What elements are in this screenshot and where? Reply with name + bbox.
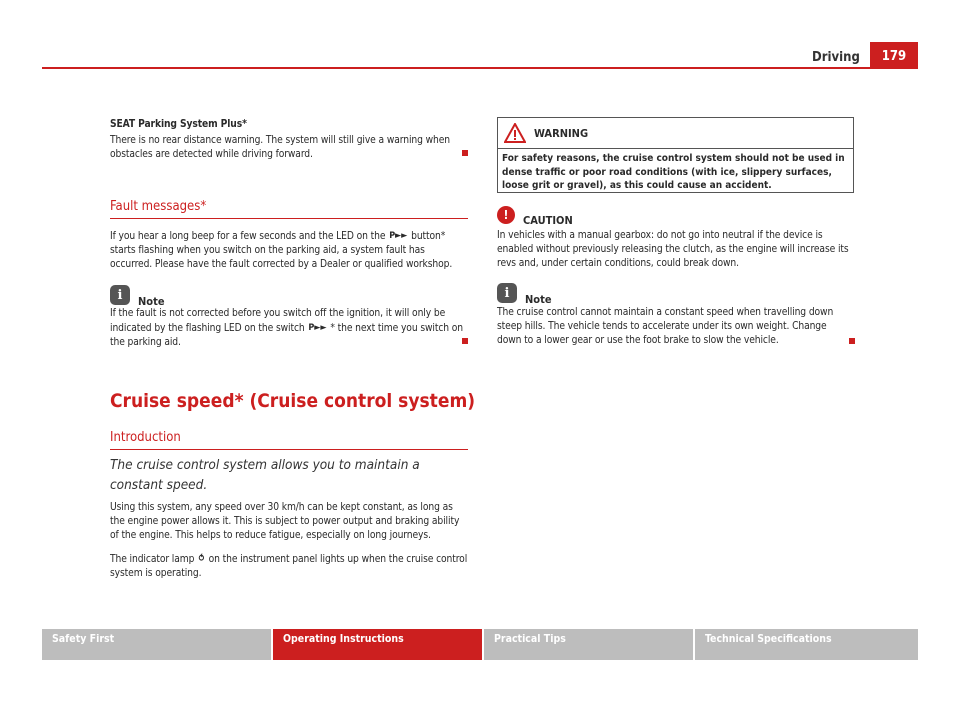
parking-plus-title: SEAT Parking System Plus* bbox=[110, 119, 247, 130]
fault-text-part2: button* starts flashing when you switch on the parking aid, a system fault has occurred. Please have the fault corrected by a Dealer or qualified workshop. bbox=[110, 231, 453, 270]
warning-label: WARNING bbox=[534, 126, 589, 140]
intro-lead: The cruise control system allows you to maintain a constant speed. bbox=[110, 457, 420, 493]
note-text-left bbox=[110, 307, 468, 350]
info-icon: i bbox=[110, 285, 130, 305]
note-label-right: Note bbox=[525, 292, 552, 306]
warning-text: For safety reasons, the cruise control system should not be used in dense traffic or poor road conditions (with ice, slippery surfaces, loose grit or gravel), as this could cause an accident. bbox=[502, 153, 845, 191]
end-mark bbox=[462, 338, 468, 344]
caution-icon: ! bbox=[497, 206, 515, 224]
intro-text: Using this system, any speed over 30 km/h can be kept constant, as long as the engine power allows it. This is subject to power output and braking ability of the engine. This helps to reduce fatigue, especially on long journeys. bbox=[110, 502, 460, 541]
info-icon: i bbox=[497, 283, 517, 303]
parking-switch-icon: P►► bbox=[308, 323, 327, 333]
header-rule bbox=[42, 67, 918, 69]
note-text-left-part2: * the next time you switch on the parking aid. bbox=[110, 323, 464, 348]
note-heading-right bbox=[497, 283, 552, 306]
intro-heading: Introduction bbox=[110, 430, 468, 450]
footer-tab-practical-tips[interactable]: Practical Tips bbox=[484, 629, 693, 660]
warning-triangle-icon bbox=[504, 123, 526, 143]
parking-button-icon: P►► bbox=[389, 231, 408, 241]
parking-plus-text: There is no rear distance warning. The system will still give a warning when obstacles are detected while driving forward. bbox=[110, 135, 451, 160]
page-number: 179 bbox=[870, 42, 918, 69]
caution-label: CAUTION bbox=[523, 213, 573, 227]
footer-tab-technical-specifications[interactable]: Technical Specifications bbox=[695, 629, 918, 660]
lamp-text-part2: on the instrument panel lights up when the cruise control system is operating. bbox=[110, 554, 468, 579]
lamp-text-part1: The indicator lamp bbox=[110, 554, 195, 565]
end-mark bbox=[849, 338, 855, 344]
lamp-text bbox=[110, 552, 468, 581]
footer-tab-safety-first[interactable]: Safety First bbox=[42, 629, 271, 660]
warning-box bbox=[497, 117, 854, 193]
fault-text bbox=[110, 229, 468, 272]
section-title: Driving bbox=[812, 50, 860, 65]
note-text-right: The cruise control cannot maintain a constant speed when travelling down steep hills. The vehicle tends to accelerate under its own weight. Change down to a lower gear or use the foot brake to slow the vehicle. bbox=[497, 307, 834, 346]
cruise-lamp-icon: ⥀ bbox=[198, 554, 205, 564]
fault-heading: Fault messages* bbox=[110, 199, 468, 219]
note-label-left: Note bbox=[138, 294, 165, 308]
caution-heading bbox=[497, 206, 573, 227]
fault-text-part1: If you hear a long beep for a few seconds and the LED on the bbox=[110, 231, 386, 242]
note-text-left-part1: If the fault is not corrected before you switch off the ignition, it will only be indicated by the flashing LED on the switch bbox=[110, 308, 446, 334]
caution-text: In vehicles with a manual gearbox: do not go into neutral if the device is enabled without previously releasing the clutch, as the engine will increase its revs and, under certain conditions, could break down. bbox=[497, 230, 849, 269]
warning-heading bbox=[498, 118, 853, 149]
footer-tab-operating-instructions[interactable]: Operating Instructions bbox=[273, 629, 482, 660]
cruise-heading: Cruise speed* (Cruise control system) bbox=[110, 390, 476, 412]
footer-nav bbox=[42, 629, 918, 660]
note-heading-left bbox=[110, 285, 165, 308]
end-mark bbox=[462, 150, 468, 156]
